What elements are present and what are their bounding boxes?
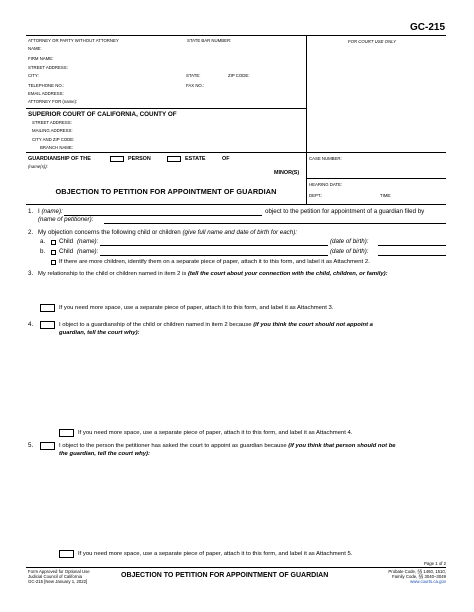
court-title: SUPERIOR COURT OF CALIFORNIA, COUNTY OF — [28, 111, 177, 118]
item-4-text-cont: guardian, tell the court why): — [59, 330, 140, 336]
item-1-number: 1. — [28, 208, 34, 215]
item-4-checkbox[interactable] — [40, 321, 55, 329]
person-label: PERSON — [128, 156, 151, 162]
telephone-label: TELEPHONE NO.: — [28, 83, 65, 88]
person-checkbox[interactable] — [110, 156, 124, 162]
form-number: GC-215 — [409, 22, 445, 33]
item-3-text: My relationship to the child or children named in item 2 is (tell the court about your connection with the child, children, or family): — [38, 271, 388, 277]
court-street-label: STREET ADDRESS: — [32, 120, 72, 125]
branch-name-label: BRANCH NAME: — [40, 145, 73, 150]
item-5-attach-checkbox[interactable] — [59, 550, 74, 558]
item-4-text: I object to a guardianship of the child or children named in item 2 because (if you think the court should not appoint a — [59, 322, 373, 328]
page-number: Page 1 of 2 — [424, 561, 446, 566]
footer-left-1: Form Approved for Optional Use — [28, 569, 90, 574]
item-2b-child: Child — [59, 248, 74, 255]
mailing-address-label: MAILING ADDRESS: — [32, 128, 73, 133]
street-address-label: STREET ADDRESS: — [28, 65, 68, 70]
footer-rule — [26, 567, 446, 568]
zip-code-label: ZIP CODE: — [228, 73, 250, 78]
item-2a-checkbox[interactable] — [51, 240, 56, 245]
item-3-number: 3. — [28, 270, 34, 277]
item-5-text-cont: the guardian, tell the court why): — [59, 451, 150, 457]
guardianship-of-label: GUARDIANSHIP OF THE — [28, 156, 91, 162]
item-2b-name-label: (name): — [77, 248, 99, 255]
item-2b-dob-label: (date of birth): — [330, 248, 369, 255]
dept-label: DEPT.: — [309, 193, 323, 198]
item-2a-child: Child — [59, 238, 74, 245]
item-3-attach-text: If you need more space, use a separate piece of paper, attach it to this form, and label it as Attachment 3. — [59, 305, 334, 311]
hearing-date-label: HEARING DATE: — [309, 182, 343, 187]
city-label: CITY: — [28, 73, 39, 78]
of-label: OF — [222, 156, 230, 162]
item-2-more-text: If there are more children, identify them on a separate piece of paper, attach it to this form, and label it as Attachment 2. — [59, 259, 370, 265]
footer-left-3: GC-215 [New January 1, 2022] — [28, 579, 88, 584]
time-label: TIME: — [380, 193, 392, 198]
item-4-attach-checkbox[interactable] — [59, 429, 74, 437]
item-2b-label: b. — [40, 248, 46, 255]
state-label: STATE: — [186, 73, 201, 78]
attorney-for-label: ATTORNEY FOR (name): — [28, 99, 78, 104]
item-1-name-label: I (name): — [38, 208, 63, 215]
case-number-label: CASE NUMBER: — [309, 156, 342, 161]
item-2a-name-label: (name): — [77, 238, 99, 245]
item-4-number: 4. — [28, 321, 34, 328]
fax-label: FAX NO.: — [186, 83, 205, 88]
item-1-petitioner-line[interactable] — [104, 223, 446, 224]
item-2a-dob-line[interactable] — [378, 245, 446, 246]
for-court-use-label: FOR COURT USE ONLY — [348, 39, 396, 44]
item-2-more-checkbox[interactable] — [51, 260, 56, 265]
name-label: NAME: — [28, 46, 42, 51]
email-label: EMAIL ADDRESS: — [28, 91, 64, 96]
estate-label: ESTATE — [185, 156, 206, 162]
item-5-text: I object to the person the petitioner has asked the court to appoint as guardian because (if you think that person should not be — [59, 443, 396, 449]
item-1-text: object to the petition for appointment of a guardian filed by — [265, 208, 425, 215]
item-2a-name-line[interactable] — [100, 245, 328, 246]
estate-checkbox[interactable] — [167, 156, 181, 162]
item-2a-dob-label: (date of birth): — [330, 238, 369, 245]
item-4-attach-text: If you need more space, use a separate piece of paper, attach it to this form, and label it as Attachment 4. — [78, 430, 353, 436]
item-5-attach-text: If you need more space, use a separate piece of paper, attach it to this form, and label it as Attachment 5. — [78, 551, 353, 557]
item-1-name-line[interactable] — [64, 215, 262, 216]
item-2b-name-line[interactable] — [100, 255, 328, 256]
names-label: (name(s)): — [28, 164, 48, 169]
courts-website-link[interactable]: www.courts.ca.gov — [410, 579, 446, 584]
item-2b-dob-line[interactable] — [378, 255, 446, 256]
footer-left-2: Judicial Council of California — [28, 574, 82, 579]
minors-label: MINOR(S) — [274, 170, 300, 176]
form-title: OBJECTION TO PETITION FOR APPOINTMENT OF GUARDIAN — [55, 187, 277, 196]
state-bar-label: STATE BAR NUMBER: — [187, 38, 232, 43]
footer-title: OBJECTION TO PETITION FOR APPOINTMENT OF GUARDIAN — [121, 572, 329, 579]
item-5-number: 5. — [28, 442, 34, 449]
footer-right-1: Probate Code, §§ 1460, 1510, — [388, 569, 446, 574]
city-zip-label: CITY AND ZIP CODE: — [32, 137, 75, 142]
attorney-party-label: ATTORNEY OR PARTY WITHOUT ATTORNEY — [28, 38, 119, 43]
footer-right-2: Family Code, §§ 3040–3049 — [392, 574, 446, 579]
item-2a-label: a. — [40, 238, 46, 245]
item-2-text: My objection concerns the following child or children (give full name and date of birth for each): — [38, 229, 298, 236]
item-5-checkbox[interactable] — [40, 442, 55, 450]
item-3-attach-checkbox[interactable] — [40, 304, 55, 312]
item-2-number: 2. — [28, 229, 34, 236]
item-1-petitioner-label: (name of petitioner): — [38, 216, 94, 223]
item-2b-checkbox[interactable] — [51, 250, 56, 255]
firm-name-label: FIRM NAME: — [28, 56, 54, 61]
